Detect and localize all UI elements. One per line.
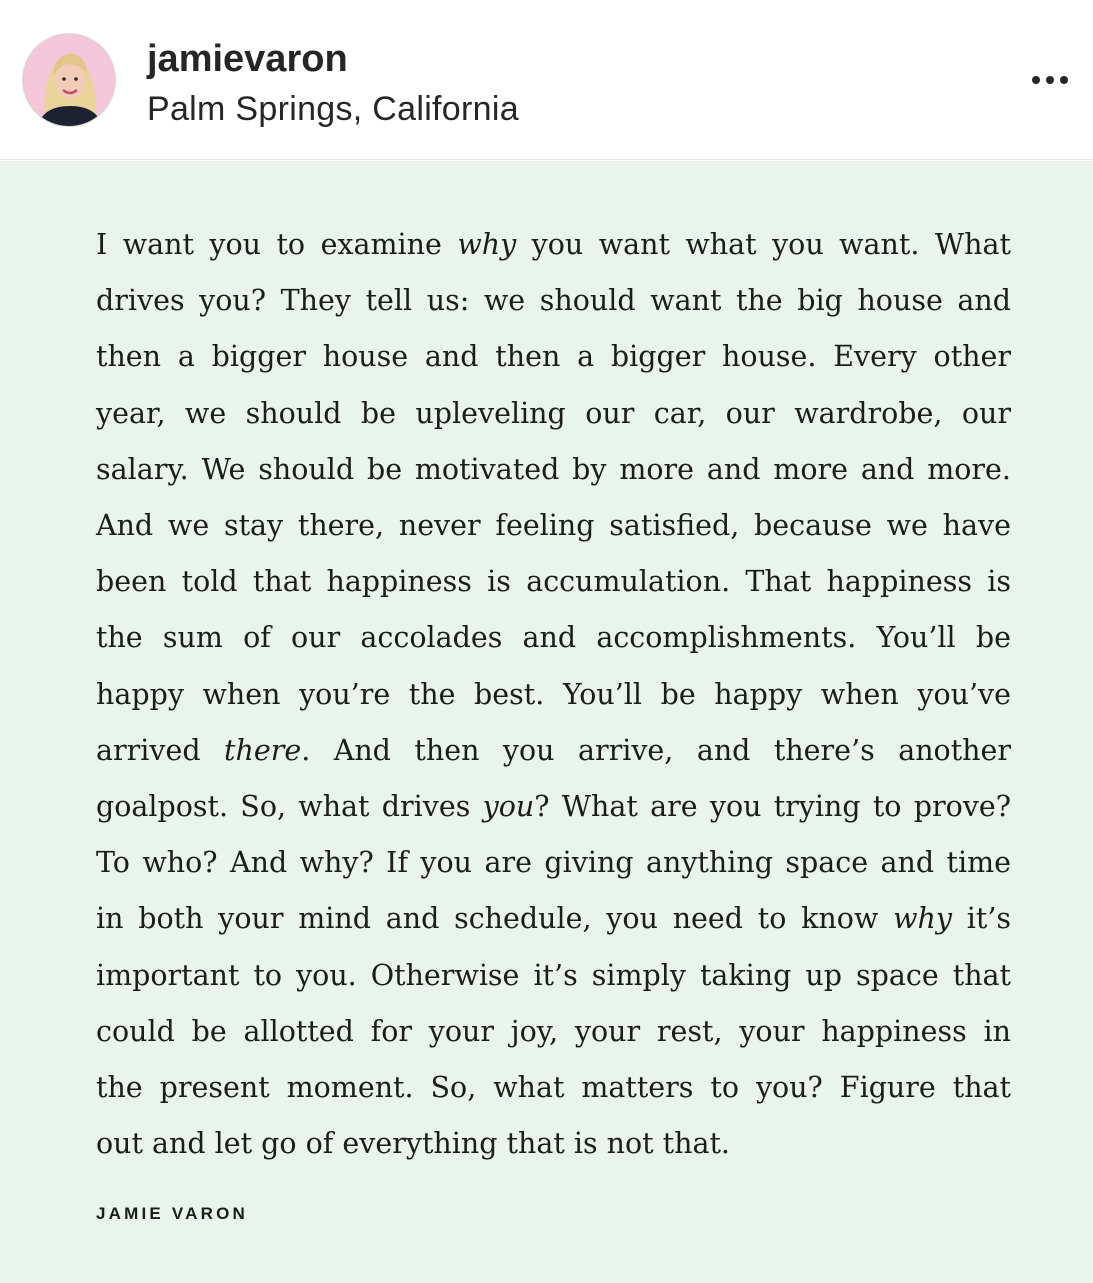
quote-line <box>96 835 1011 891</box>
quote-segment: ? What are you trying to prove? <box>534 790 1011 824</box>
emphasis-text: you <box>482 790 535 824</box>
emphasis-text: there <box>224 733 302 767</box>
quote-segment: important to you. Otherwise it’s simply taking up space that <box>96 958 1011 992</box>
quote-segment: it’s <box>951 902 1012 936</box>
dot-icon <box>1046 76 1054 84</box>
quote-line <box>96 723 1011 779</box>
quote-line <box>96 1116 1011 1172</box>
quote-line <box>96 217 1011 273</box>
quote-line <box>96 891 1011 947</box>
quote-segment: out and let go of everything that is not that. <box>96 1127 730 1161</box>
dot-icon <box>1060 76 1068 84</box>
quote-segment: the sum of our accolades and accomplishments. You’ll be <box>96 621 1011 655</box>
quote-text <box>96 217 1011 1172</box>
quote-segment: in both your mind and schedule, you need to know <box>96 902 894 936</box>
quote-line <box>96 1060 1011 1116</box>
quote-segment: To who? And why? If you are giving anything space and time <box>96 846 1011 880</box>
quote-line <box>96 329 1011 385</box>
quote-segment: you want what you want. What <box>516 228 1011 261</box>
post-header <box>0 0 1093 160</box>
quote-line <box>96 948 1011 1004</box>
author-signature: JAMIE VARON <box>96 1204 249 1223</box>
emphasis-text: why <box>457 228 517 261</box>
quote-line <box>96 273 1011 329</box>
quote-segment: happy when you’re the best. You’ll be happy when you’ve <box>96 677 1011 711</box>
quote-segment: been told that happiness is accumulation. That happiness is <box>96 565 1011 599</box>
more-options-icon[interactable] <box>1020 60 1080 100</box>
quote-segment: year, we should be upleveling our car, our wardrobe, our <box>96 396 1011 430</box>
quote-segment: drives you? They tell us: we should want the big house and <box>96 284 1011 318</box>
username[interactable]: jamievaron <box>147 38 348 80</box>
quote-line <box>96 442 1011 498</box>
quote-line <box>96 1004 1011 1060</box>
avatar-photo-icon <box>23 34 116 127</box>
quote-segment: could be allotted for your joy, your rest, your happiness in <box>96 1014 1011 1048</box>
quote-line <box>96 667 1011 723</box>
quote-segment: arrived <box>96 733 225 767</box>
post-image[interactable] <box>0 161 1093 1283</box>
profile-avatar[interactable] <box>22 33 116 127</box>
quote-segment: salary. We should be motivated by more and more and more. <box>96 452 1011 486</box>
quote-segment: I want you to examine <box>96 228 458 261</box>
quote-line <box>96 498 1011 554</box>
quote-segment: . And then you arrive, and there’s another <box>301 733 1011 767</box>
quote-line <box>96 386 1011 442</box>
quote-line <box>96 554 1011 610</box>
quote-line <box>96 610 1011 666</box>
quote-line <box>96 779 1011 835</box>
quote-segment: And we stay there, never feeling satisfied, because we have <box>96 509 1011 543</box>
location-tag[interactable]: Palm Springs, California <box>147 90 519 128</box>
quote-segment: goalpost. So, what drives <box>96 790 483 824</box>
quote-segment: then a bigger house and then a bigger house. Every other <box>96 340 1011 374</box>
emphasis-text: why <box>893 902 952 936</box>
dot-icon <box>1032 76 1040 84</box>
quote-segment: the present moment. So, what matters to you? Figure that <box>96 1071 1011 1105</box>
